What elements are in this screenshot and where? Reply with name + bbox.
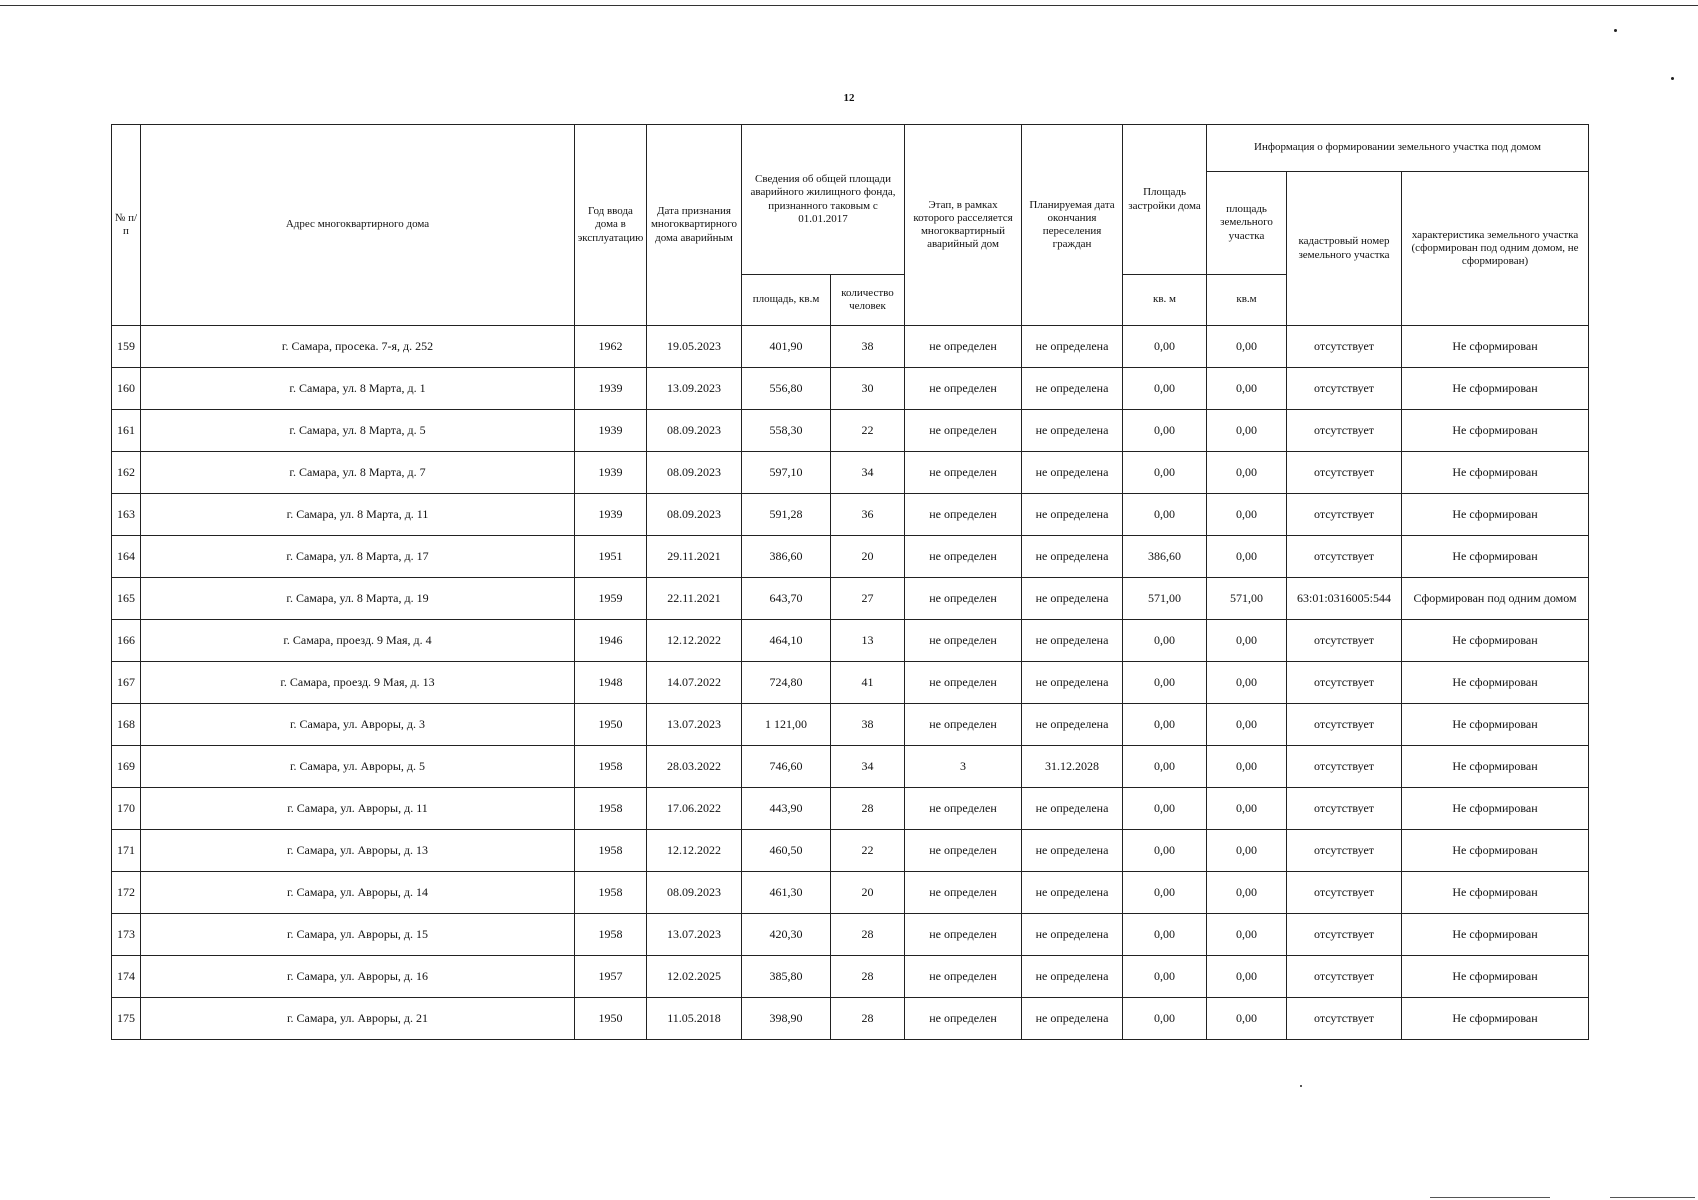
row-people: 30	[831, 368, 905, 410]
table-row	[112, 998, 1589, 1040]
header-land-info: Информация о формировании земельного участка под домом	[1207, 125, 1589, 172]
row-people: 28	[831, 956, 905, 998]
row-area: 643,70	[742, 578, 831, 620]
row-address: г. Самара, ул. Авроры, д. 16	[141, 956, 575, 998]
row-land-area: 0,00	[1207, 536, 1287, 578]
row-year: 1948	[575, 662, 647, 704]
row-land-area: 571,00	[1207, 578, 1287, 620]
row-number: 175	[112, 998, 141, 1040]
header-address: Адрес многоквартирного дома	[141, 125, 575, 326]
row-cadastral: отсутствует	[1287, 872, 1402, 914]
row-planned-date: не определена	[1022, 830, 1123, 872]
row-build-area: 0,00	[1123, 410, 1207, 452]
row-year: 1951	[575, 536, 647, 578]
row-land-area: 0,00	[1207, 452, 1287, 494]
table-row	[112, 746, 1589, 788]
row-people: 28	[831, 788, 905, 830]
row-stage: не определен	[905, 578, 1022, 620]
row-people: 34	[831, 452, 905, 494]
row-address: г. Самара, ул. Авроры, д. 11	[141, 788, 575, 830]
row-characteristic: Не сформирован	[1402, 662, 1589, 704]
row-build-area: 0,00	[1123, 914, 1207, 956]
row-address: г. Самара, ул. Авроры, д. 3	[141, 704, 575, 746]
row-year: 1958	[575, 914, 647, 956]
table-row	[112, 830, 1589, 872]
table-row	[112, 536, 1589, 578]
row-build-area: 0,00	[1123, 662, 1207, 704]
scan-speck	[1671, 77, 1674, 80]
row-cadastral: отсутствует	[1287, 704, 1402, 746]
header-stage: Этап, в рамках которого расселяется многоквартирный аварийный дом	[905, 125, 1022, 326]
row-address: г. Самара, ул. Авроры, д. 15	[141, 914, 575, 956]
row-planned-date: не определена	[1022, 410, 1123, 452]
row-area: 398,90	[742, 998, 831, 1040]
scan-speck	[1300, 1085, 1302, 1087]
header-num: № п/п	[112, 125, 141, 326]
row-land-area: 0,00	[1207, 410, 1287, 452]
row-area: 443,90	[742, 788, 831, 830]
row-people: 41	[831, 662, 905, 704]
row-address: г. Самара, ул. Авроры, д. 14	[141, 872, 575, 914]
row-planned-date: не определена	[1022, 494, 1123, 536]
row-land-area: 0,00	[1207, 704, 1287, 746]
row-year: 1962	[575, 326, 647, 368]
row-build-area: 0,00	[1123, 830, 1207, 872]
header-year: Год ввода дома в эксплуатацию	[575, 125, 647, 326]
table-row	[112, 452, 1589, 494]
header-characteristic: характеристика земельного участка (сформирован под одним домом, не сформирован)	[1402, 172, 1589, 326]
row-area: 556,80	[742, 368, 831, 410]
header-cadastral: кадастровый номер земельного участка	[1287, 172, 1402, 326]
row-planned-date: не определена	[1022, 452, 1123, 494]
row-recognition-date: 12.02.2025	[647, 956, 742, 998]
row-recognition-date: 28.03.2022	[647, 746, 742, 788]
row-build-area: 0,00	[1123, 704, 1207, 746]
row-characteristic: Не сформирован	[1402, 830, 1589, 872]
row-stage: не определен	[905, 536, 1022, 578]
row-number: 171	[112, 830, 141, 872]
row-cadastral: отсутствует	[1287, 788, 1402, 830]
row-number: 160	[112, 368, 141, 410]
row-characteristic: Не сформирован	[1402, 788, 1589, 830]
row-year: 1939	[575, 368, 647, 410]
row-area: 558,30	[742, 410, 831, 452]
row-year: 1950	[575, 704, 647, 746]
row-planned-date: не определена	[1022, 998, 1123, 1040]
row-recognition-date: 13.07.2023	[647, 914, 742, 956]
row-area: 460,50	[742, 830, 831, 872]
row-recognition-date: 17.06.2022	[647, 788, 742, 830]
row-recognition-date: 12.12.2022	[647, 620, 742, 662]
row-people: 20	[831, 872, 905, 914]
row-build-area: 386,60	[1123, 536, 1207, 578]
row-recognition-date: 08.09.2023	[647, 872, 742, 914]
row-address: г. Самара, ул. Авроры, д. 21	[141, 998, 575, 1040]
row-stage: не определен	[905, 452, 1022, 494]
row-cadastral: отсутствует	[1287, 410, 1402, 452]
row-characteristic: Не сформирован	[1402, 410, 1589, 452]
row-build-area: 0,00	[1123, 620, 1207, 662]
row-land-area: 0,00	[1207, 788, 1287, 830]
table-row	[112, 956, 1589, 998]
row-recognition-date: 13.09.2023	[647, 368, 742, 410]
row-people: 34	[831, 746, 905, 788]
row-stage: не определен	[905, 368, 1022, 410]
row-recognition-date: 08.09.2023	[647, 494, 742, 536]
row-people: 28	[831, 998, 905, 1040]
header-area-info: Сведения об общей площади аварийного жилищного фонда, признанного таковым с 01.01.2017	[742, 125, 905, 275]
row-area: 420,30	[742, 914, 831, 956]
row-planned-date: не определена	[1022, 788, 1123, 830]
row-build-area: 0,00	[1123, 368, 1207, 410]
row-stage: не определен	[905, 998, 1022, 1040]
row-stage: не определен	[905, 662, 1022, 704]
row-planned-date: не определена	[1022, 578, 1123, 620]
row-year: 1939	[575, 494, 647, 536]
row-characteristic: Не сформирован	[1402, 368, 1589, 410]
table-row	[112, 578, 1589, 620]
row-year: 1958	[575, 830, 647, 872]
table-row	[112, 326, 1589, 368]
table-row	[112, 788, 1589, 830]
row-people: 20	[831, 536, 905, 578]
row-area: 1 121,00	[742, 704, 831, 746]
header-build-area: Площадь застройки дома	[1123, 125, 1207, 275]
row-number: 159	[112, 326, 141, 368]
row-year: 1946	[575, 620, 647, 662]
row-planned-date: не определена	[1022, 956, 1123, 998]
row-number: 174	[112, 956, 141, 998]
row-land-area: 0,00	[1207, 326, 1287, 368]
row-land-area: 0,00	[1207, 872, 1287, 914]
row-stage: не определен	[905, 956, 1022, 998]
table-row	[112, 368, 1589, 410]
row-recognition-date: 13.07.2023	[647, 704, 742, 746]
row-number: 170	[112, 788, 141, 830]
row-area: 464,10	[742, 620, 831, 662]
row-recognition-date: 19.05.2023	[647, 326, 742, 368]
row-stage: не определен	[905, 410, 1022, 452]
row-characteristic: Не сформирован	[1402, 536, 1589, 578]
scan-border-bottom	[1430, 1197, 1550, 1198]
row-year: 1958	[575, 872, 647, 914]
row-land-area: 0,00	[1207, 746, 1287, 788]
row-number: 163	[112, 494, 141, 536]
row-planned-date: не определена	[1022, 662, 1123, 704]
row-build-area: 0,00	[1123, 956, 1207, 998]
row-stage: не определен	[905, 494, 1022, 536]
row-address: г. Самара, ул. 8 Марта, д. 5	[141, 410, 575, 452]
row-planned-date: не определена	[1022, 620, 1123, 662]
table-row	[112, 410, 1589, 452]
row-stage: не определен	[905, 788, 1022, 830]
row-planned-date: не определена	[1022, 704, 1123, 746]
row-land-area: 0,00	[1207, 494, 1287, 536]
row-stage: не определен	[905, 872, 1022, 914]
row-cadastral: отсутствует	[1287, 620, 1402, 662]
row-cadastral: отсутствует	[1287, 830, 1402, 872]
table-row	[112, 620, 1589, 662]
scan-border-top	[0, 5, 1698, 6]
row-stage: 3	[905, 746, 1022, 788]
row-area: 386,60	[742, 536, 831, 578]
row-characteristic: Не сформирован	[1402, 704, 1589, 746]
header-area-sqm: площадь, кв.м	[742, 275, 831, 326]
row-characteristic: Не сформирован	[1402, 872, 1589, 914]
row-address: г. Самара, ул. Авроры, д. 13	[141, 830, 575, 872]
row-area: 746,60	[742, 746, 831, 788]
row-recognition-date: 22.11.2021	[647, 578, 742, 620]
header-unit-land: кв.м	[1207, 275, 1287, 326]
table-body	[112, 326, 1589, 1040]
row-land-area: 0,00	[1207, 662, 1287, 704]
row-planned-date: не определена	[1022, 914, 1123, 956]
header-people: количество человек	[831, 275, 905, 326]
row-build-area: 0,00	[1123, 326, 1207, 368]
row-recognition-date: 14.07.2022	[647, 662, 742, 704]
row-build-area: 0,00	[1123, 452, 1207, 494]
row-build-area: 0,00	[1123, 872, 1207, 914]
row-address: г. Самара, проезд. 9 Мая, д. 13	[141, 662, 575, 704]
row-number: 173	[112, 914, 141, 956]
header-recognition-date: Дата признания многоквартирного дома аварийным	[647, 125, 742, 326]
row-people: 38	[831, 704, 905, 746]
row-characteristic: Не сформирован	[1402, 326, 1589, 368]
row-planned-date: 31.12.2028	[1022, 746, 1123, 788]
row-people: 22	[831, 830, 905, 872]
row-cadastral: 63:01:0316005:544	[1287, 578, 1402, 620]
row-characteristic: Не сформирован	[1402, 914, 1589, 956]
row-area: 591,28	[742, 494, 831, 536]
scan-speck	[1614, 29, 1617, 32]
row-characteristic: Не сформирован	[1402, 452, 1589, 494]
row-planned-date: не определена	[1022, 368, 1123, 410]
row-address: г. Самара, проезд. 9 Мая, д. 4	[141, 620, 575, 662]
row-people: 38	[831, 326, 905, 368]
table-row	[112, 704, 1589, 746]
row-address: г. Самара, ул. 8 Марта, д. 1	[141, 368, 575, 410]
row-number: 172	[112, 872, 141, 914]
row-land-area: 0,00	[1207, 998, 1287, 1040]
row-address: г. Самара, ул. 8 Марта, д. 7	[141, 452, 575, 494]
row-build-area: 571,00	[1123, 578, 1207, 620]
table-row	[112, 494, 1589, 536]
row-area: 401,90	[742, 326, 831, 368]
row-characteristic: Не сформирован	[1402, 956, 1589, 998]
row-year: 1939	[575, 410, 647, 452]
row-cadastral: отсутствует	[1287, 494, 1402, 536]
header-land-area: площадь земельного участка	[1207, 172, 1287, 275]
row-stage: не определен	[905, 914, 1022, 956]
row-build-area: 0,00	[1123, 788, 1207, 830]
row-cadastral: отсутствует	[1287, 326, 1402, 368]
row-stage: не определен	[905, 830, 1022, 872]
row-build-area: 0,00	[1123, 746, 1207, 788]
row-address: г. Самара, ул. 8 Марта, д. 19	[141, 578, 575, 620]
row-planned-date: не определена	[1022, 872, 1123, 914]
row-address: г. Самара, просека. 7-я, д. 252	[141, 326, 575, 368]
row-address: г. Самара, ул. 8 Марта, д. 11	[141, 494, 575, 536]
row-characteristic: Не сформирован	[1402, 620, 1589, 662]
row-cadastral: отсутствует	[1287, 452, 1402, 494]
row-people: 36	[831, 494, 905, 536]
row-land-area: 0,00	[1207, 368, 1287, 410]
row-address: г. Самара, ул. 8 Марта, д. 17	[141, 536, 575, 578]
row-people: 28	[831, 914, 905, 956]
row-people: 27	[831, 578, 905, 620]
row-people: 22	[831, 410, 905, 452]
row-cadastral: отсутствует	[1287, 536, 1402, 578]
row-year: 1939	[575, 452, 647, 494]
row-land-area: 0,00	[1207, 620, 1287, 662]
row-land-area: 0,00	[1207, 914, 1287, 956]
header-unit-build: кв. м	[1123, 275, 1207, 326]
row-number: 168	[112, 704, 141, 746]
row-cadastral: отсутствует	[1287, 998, 1402, 1040]
row-cadastral: отсутствует	[1287, 746, 1402, 788]
row-stage: не определен	[905, 620, 1022, 662]
header-planned-date: Планируемая дата окончания переселения граждан	[1022, 125, 1123, 326]
row-characteristic: Сформирован под одним домом	[1402, 578, 1589, 620]
page-number: 12	[843, 92, 855, 104]
row-recognition-date: 11.05.2018	[647, 998, 742, 1040]
row-recognition-date: 08.09.2023	[647, 410, 742, 452]
row-year: 1959	[575, 578, 647, 620]
row-land-area: 0,00	[1207, 830, 1287, 872]
row-cadastral: отсутствует	[1287, 956, 1402, 998]
row-characteristic: Не сформирован	[1402, 746, 1589, 788]
row-year: 1950	[575, 998, 647, 1040]
row-land-area: 0,00	[1207, 956, 1287, 998]
row-number: 167	[112, 662, 141, 704]
row-recognition-date: 08.09.2023	[647, 452, 742, 494]
row-stage: не определен	[905, 704, 1022, 746]
row-cadastral: отсутствует	[1287, 662, 1402, 704]
row-area: 597,10	[742, 452, 831, 494]
row-people: 13	[831, 620, 905, 662]
emergency-housing-table	[111, 124, 1589, 1040]
row-number: 165	[112, 578, 141, 620]
row-address: г. Самара, ул. Авроры, д. 5	[141, 746, 575, 788]
row-cadastral: отсутствует	[1287, 914, 1402, 956]
row-stage: не определен	[905, 326, 1022, 368]
table-row	[112, 662, 1589, 704]
row-number: 166	[112, 620, 141, 662]
row-area: 385,80	[742, 956, 831, 998]
row-area: 724,80	[742, 662, 831, 704]
row-characteristic: Не сформирован	[1402, 998, 1589, 1040]
row-cadastral: отсутствует	[1287, 368, 1402, 410]
row-year: 1958	[575, 746, 647, 788]
row-area: 461,30	[742, 872, 831, 914]
row-number: 161	[112, 410, 141, 452]
row-build-area: 0,00	[1123, 494, 1207, 536]
scan-border-bottom	[1610, 1197, 1695, 1198]
row-planned-date: не определена	[1022, 536, 1123, 578]
row-build-area: 0,00	[1123, 998, 1207, 1040]
row-number: 169	[112, 746, 141, 788]
row-planned-date: не определена	[1022, 326, 1123, 368]
row-characteristic: Не сформирован	[1402, 494, 1589, 536]
row-number: 162	[112, 452, 141, 494]
table-row	[112, 872, 1589, 914]
row-recognition-date: 12.12.2022	[647, 830, 742, 872]
row-year: 1957	[575, 956, 647, 998]
table-row	[112, 914, 1589, 956]
row-year: 1958	[575, 788, 647, 830]
row-recognition-date: 29.11.2021	[647, 536, 742, 578]
row-number: 164	[112, 536, 141, 578]
